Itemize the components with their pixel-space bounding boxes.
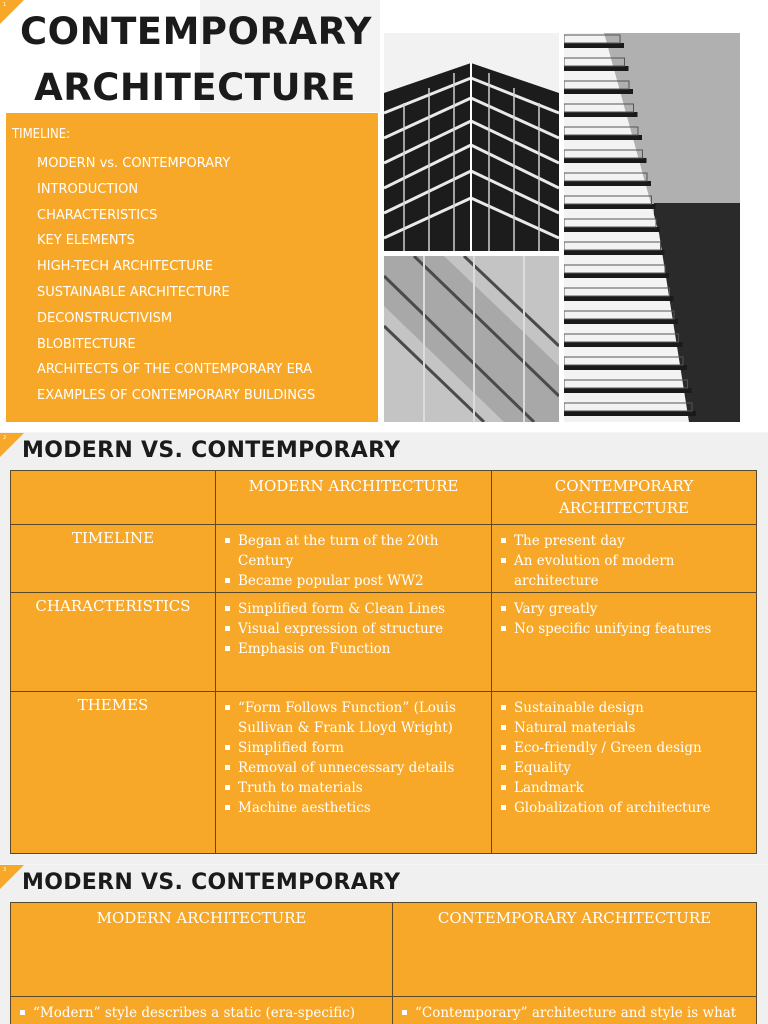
balcony-slab — [564, 158, 647, 163]
bullet-item: Natural materials — [514, 718, 752, 738]
timeline-heading: TIMELINE: — [12, 127, 71, 142]
modern-cell — [216, 692, 492, 854]
comparison-table — [10, 470, 757, 854]
column-header-modern: MODERN ARCHITECTURE — [11, 903, 393, 997]
contemporary-cell — [393, 997, 757, 1024]
table-row — [11, 593, 757, 692]
balcony-slab — [564, 66, 629, 71]
bullet-item: Vary greatly — [514, 599, 752, 619]
comparison-table — [10, 902, 757, 1024]
column-header-contemporary: CONTEMPORARY ARCHITECTURE — [492, 471, 757, 525]
row-label: TIMELINE — [11, 525, 216, 593]
bullet-item: Machine aesthetics — [238, 798, 487, 818]
slide-3 — [0, 865, 768, 1024]
building-photo-2-image — [384, 256, 559, 422]
table-corner-cell — [11, 471, 216, 525]
slide-number: 1 — [3, 2, 7, 8]
column-header-contemporary: CONTEMPORARY ARCHITECTURE — [393, 903, 757, 997]
balcony-slab — [564, 135, 642, 140]
building-photo-3-image — [564, 33, 740, 422]
timeline-list — [37, 151, 315, 409]
slide-title: MODERN VS. CONTEMPORARY — [22, 870, 401, 895]
table-row — [11, 692, 757, 854]
balcony-slab — [564, 388, 692, 393]
timeline-item: HIGH-TECH ARCHITECTURE — [37, 259, 213, 275]
bullet-item: An evolution of modern architecture — [514, 551, 752, 591]
balcony-slab — [564, 227, 660, 232]
slide-2 — [0, 433, 768, 864]
bullet-item: Emphasis on Function — [238, 639, 487, 659]
balcony-slab — [564, 411, 696, 416]
table-header-row — [11, 471, 757, 525]
slide-1 — [0, 0, 768, 432]
bullet-list — [492, 692, 756, 818]
timeline-item: ARCHITECTS OF THE CONTEMPORARY ERA — [37, 362, 313, 378]
bullet-list — [216, 692, 491, 818]
bullet-item: No specific unifying features — [514, 619, 752, 639]
bullet-item: Sustainable design — [514, 698, 752, 718]
timeline-item: KEY ELEMENTS — [37, 233, 135, 249]
bullet-item: Removal of unnecessary details — [238, 758, 487, 778]
bullet-item: Visual expression of structure — [238, 619, 487, 639]
bullet-item: Equality — [514, 758, 752, 778]
bullet-item: Globalization of architecture — [514, 798, 752, 818]
balcony-slab — [564, 112, 638, 117]
balcony-slab — [564, 250, 665, 255]
bullet-item: Eco-friendly / Green design — [514, 738, 752, 758]
timeline-item: CHARACTERISTICS — [37, 207, 158, 223]
bullet-item: Landmark — [514, 778, 752, 798]
bullet-item: Truth to materials — [238, 778, 487, 798]
building-photo-1 — [384, 33, 559, 251]
bullet-item: “Contemporary” architecture and style is what — [415, 1003, 752, 1023]
table-header-row — [11, 903, 757, 997]
building-photo-3 — [564, 33, 740, 422]
bullet-item: “Form Follows Function” (Louis Sullivan & Frank Lloyd Wright) — [238, 698, 487, 738]
balcony-slab — [564, 43, 624, 48]
bullet-list — [393, 997, 756, 1023]
timeline-item: MODERN vs. CONTEMPORARY — [37, 156, 231, 171]
row-label: THEMES — [11, 692, 216, 854]
balcony-slab — [564, 342, 683, 347]
slide-number: 3 — [3, 867, 7, 873]
slide-number: 2 — [3, 435, 7, 441]
timeline-box — [6, 113, 378, 422]
timeline-item: SUSTAINABLE ARCHITECTURE — [37, 284, 230, 300]
bullet-item: Became popular post WW2 — [238, 571, 487, 591]
balcony-slab — [564, 204, 656, 209]
bullet-list — [216, 593, 491, 659]
contemporary-cell — [492, 692, 757, 854]
page-title: CONTEMPORARY ARCHITECTURE — [20, 10, 372, 109]
building-photo-1-image — [384, 33, 559, 251]
modern-cell — [11, 997, 393, 1024]
contemporary-cell — [492, 593, 757, 692]
bullet-item: Simplified form — [238, 738, 487, 758]
bullet-item: “Modern” style describes a static (era-specific) — [33, 1003, 388, 1023]
slide-title: MODERN VS. CONTEMPORARY — [22, 438, 401, 463]
timeline-item: INTRODUCTION — [37, 181, 139, 197]
bullet-list — [11, 997, 392, 1023]
bullet-list — [216, 525, 491, 591]
bullet-item: Began at the turn of the 20th Century — [238, 531, 487, 571]
bullet-list — [492, 593, 756, 639]
balcony-slab — [564, 296, 674, 301]
timeline-item: BLOBITECTURE — [37, 336, 136, 352]
table-row — [11, 525, 757, 593]
balcony-slab — [564, 273, 669, 278]
balcony-slab — [564, 319, 678, 324]
modern-cell — [216, 525, 492, 593]
building-photo-2 — [384, 256, 559, 422]
timeline-item: DECONSTRUCTIVISM — [37, 310, 173, 326]
table-row — [11, 997, 757, 1024]
balcony-slab — [564, 89, 633, 94]
bullet-list — [492, 525, 756, 591]
balcony-slab — [564, 365, 687, 370]
balcony-slab — [564, 181, 651, 186]
row-label: CHARACTERISTICS — [11, 593, 216, 692]
timeline-item: EXAMPLES OF CONTEMPORARY BUILDINGS — [37, 388, 316, 404]
bullet-item: The present day — [514, 531, 752, 551]
column-header-modern: MODERN ARCHITECTURE — [216, 471, 492, 525]
contemporary-cell — [492, 525, 757, 593]
bullet-item: Simplified form & Clean Lines — [238, 599, 487, 619]
modern-cell — [216, 593, 492, 692]
